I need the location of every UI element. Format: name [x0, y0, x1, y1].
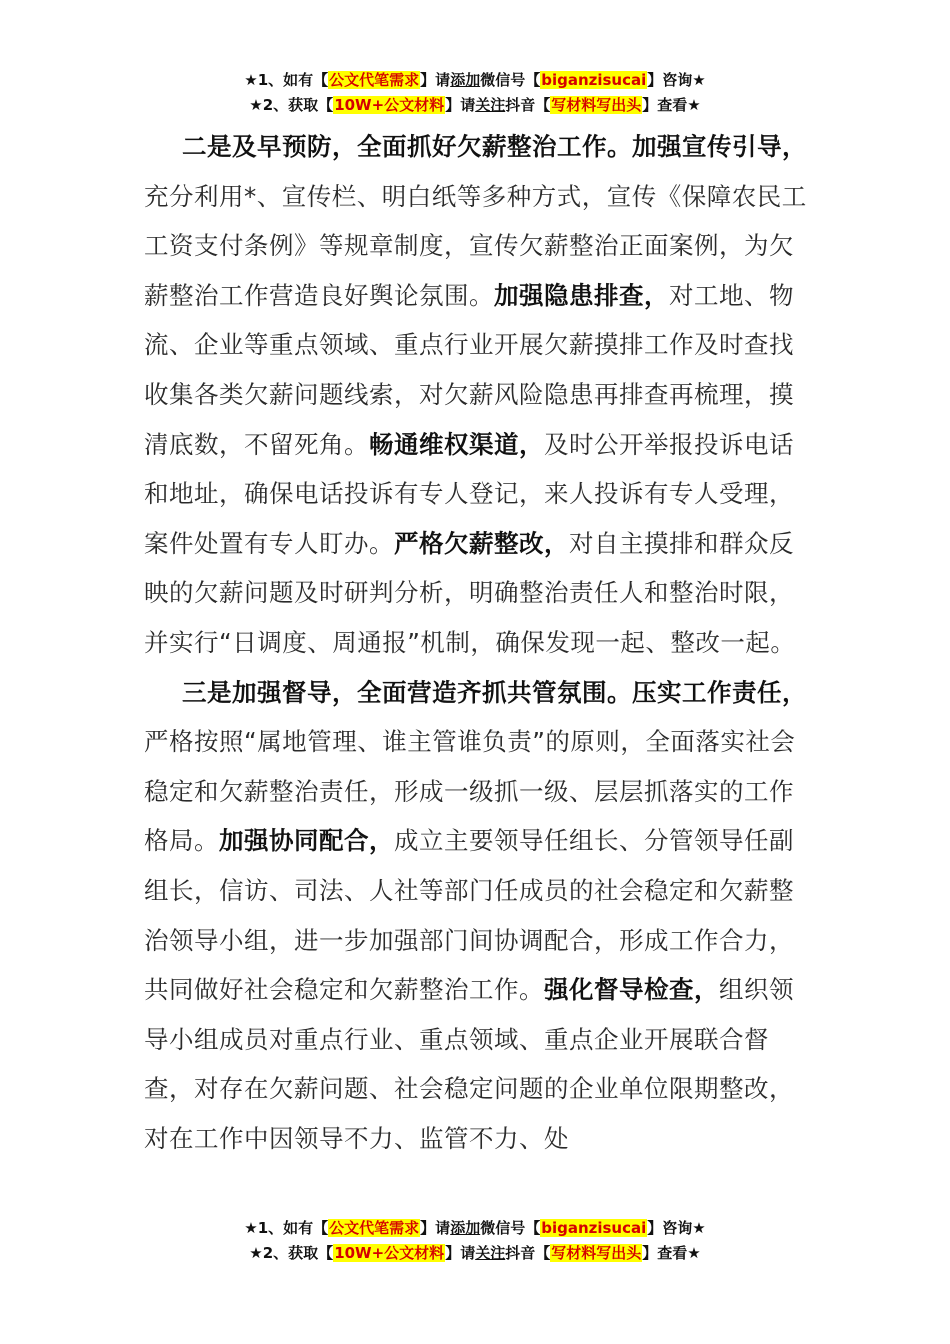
header-notice: [0, 68, 950, 118]
bold-heading: 畅通维权渠道，: [369, 429, 544, 459]
notice-line-1: [0, 1216, 950, 1241]
notice-text: 抖音【: [505, 96, 551, 114]
body-text: 严格按照“属地管理、谁主管谁负责”的原则，全面落实社会稳定和欠薪整治责任，形成一级抓一级、层层抓落实的工作格局。: [144, 727, 796, 856]
notice-text: 抖音【: [505, 1244, 551, 1262]
notice-text: 】咨询★: [647, 71, 706, 89]
notice-text: 】请: [445, 96, 476, 114]
paragraph-supervision: [144, 668, 814, 1164]
notice-text: 】请: [445, 1244, 476, 1262]
bold-heading: 加强协同配合，: [219, 826, 394, 856]
bold-heading: 二是及早预防，全面抓好欠薪整治工作。加强宣传引导，: [182, 132, 807, 161]
notice-text: 】查看★: [642, 96, 701, 114]
highlight-text: 公文代笔需求: [329, 1219, 420, 1237]
notice-line-2: [0, 1241, 950, 1266]
highlight-text: 10W+公文材料: [334, 1244, 445, 1262]
douyin-name: 写材料写出头: [551, 1244, 642, 1262]
body-text: 对工地、物流、企业等重点领域、重点行业开展欠薪摸排工作及时查找收集各类欠薪问题线索，对欠薪风险隐患再排查再梳理，摸清底数，不留死角。: [144, 280, 794, 459]
notice-text: 微信号【: [480, 71, 541, 89]
highlight-text: 公文代笔需求: [329, 71, 420, 89]
bold-heading: 三是加强督导，全面营造齐抓共管氛围。压实工作责任，: [182, 677, 807, 707]
body-text: 对自主摸排和群众反映的欠薪问题及时研判分析，明确整治责任人和整治时限，并实行“日调度、周通报”机制，确保发现一起、整改一起。: [144, 528, 796, 657]
bold-heading: 加强隐患排查，: [494, 280, 669, 310]
notice-text: ★1、如有【: [244, 1219, 329, 1237]
underlined-text: 关注: [475, 1244, 506, 1262]
notice-text: 】查看★: [642, 1244, 701, 1262]
notice-text: 】请: [420, 1219, 451, 1237]
body-text: 成立主要领导任组长、分管领导任副组长，信访、司法、人社等部门任成员的社会稳定和欠薪整治领导小组，进一步加强部门间协调配合，形成工作合力，共同做好社会稳定和欠薪整治工作。: [144, 826, 794, 1005]
notice-line-1: [0, 68, 950, 93]
paragraph-prevention: [144, 122, 814, 668]
notice-text: ★2、获取【: [249, 96, 334, 114]
douyin-name: 写材料写出头: [551, 96, 642, 114]
underlined-text: 关注: [475, 96, 506, 114]
notice-line-2: [0, 93, 950, 118]
wechat-id: biganzisucai: [541, 71, 647, 89]
bold-heading: 强化督导检查，: [544, 975, 719, 1005]
wechat-id: biganzisucai: [541, 1219, 647, 1237]
body-text: 及时公开举报投诉电话和地址，确保电话投诉有专人登记，来人投诉有专人受理，案件处置有专人盯办。: [144, 429, 794, 558]
footer-notice: [0, 1216, 950, 1266]
underlined-text: 添加: [450, 71, 481, 89]
bold-heading: 严格欠薪整改，: [394, 528, 569, 558]
notice-text: ★1、如有【: [244, 71, 329, 89]
body-text: 组织领导小组成员对重点行业、重点领域、重点企业开展联合督查，对存在欠薪问题、社会稳定问题的企业单位限期整改，对在工作中因领导不力、监管不力、处: [144, 975, 794, 1153]
notice-text: 】请: [420, 71, 451, 89]
notice-text: 】咨询★: [647, 1219, 706, 1237]
highlight-text: 10W+公文材料: [334, 96, 445, 114]
underlined-text: 添加: [450, 1219, 481, 1237]
notice-text: 微信号【: [480, 1219, 541, 1237]
body-text: 充分利用*、宣传栏、明白纸等多种方式，宣传《保障农民工工资支付条例》等规章制度，宣传欠薪整治正面案例，为欠薪整治工作营造良好舆论氛围。: [144, 181, 807, 310]
document-body: [144, 122, 814, 1163]
notice-text: ★2、获取【: [249, 1244, 334, 1262]
